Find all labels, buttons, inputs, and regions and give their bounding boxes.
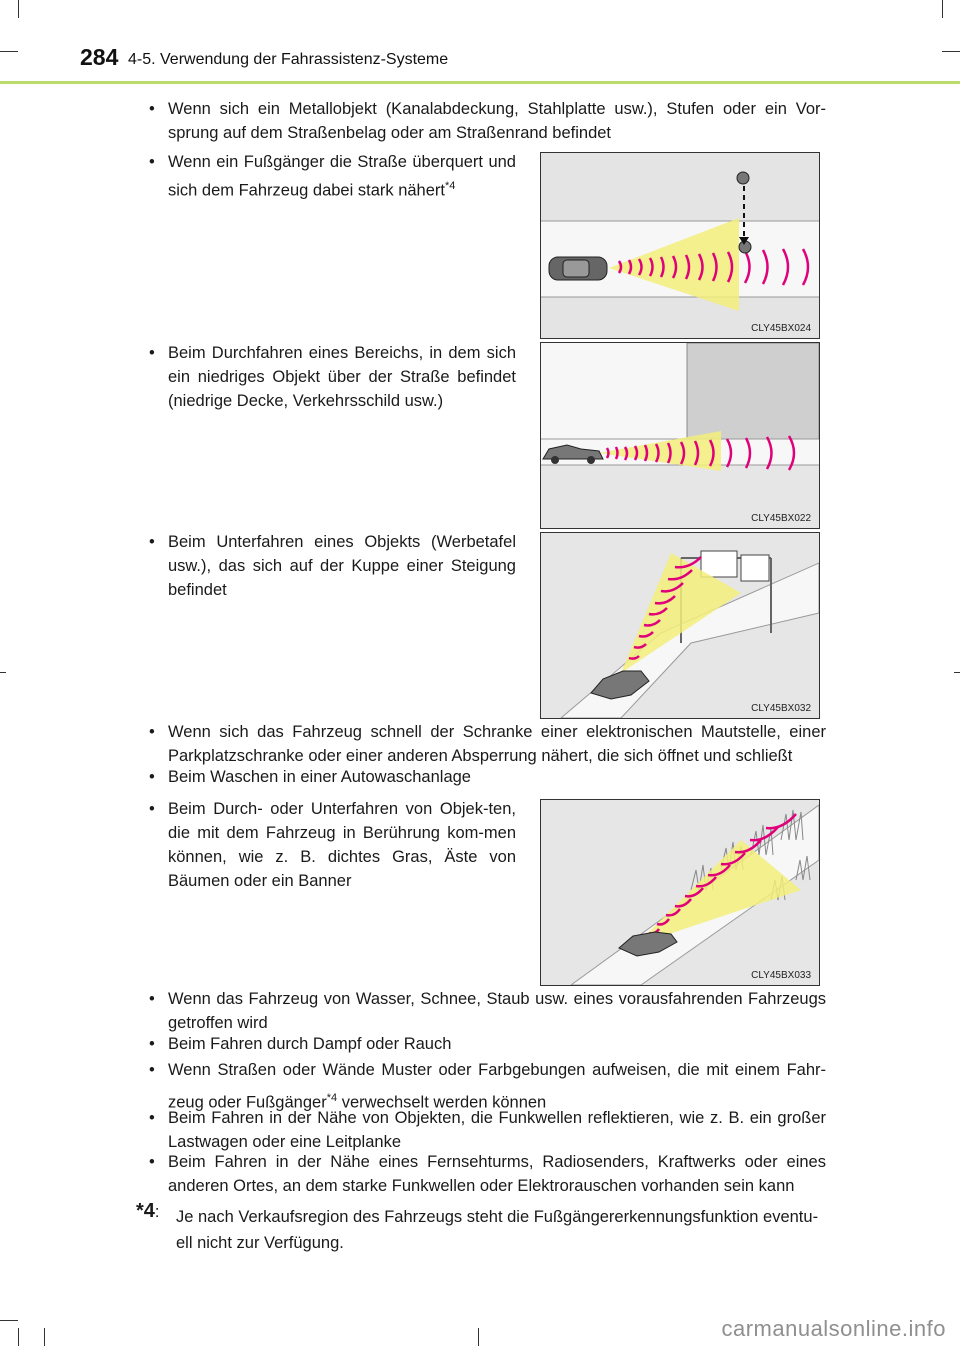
crop-mark [18,1328,19,1346]
list-item [149,97,826,145]
bullet-dot: • [149,723,155,741]
figure-code: CLY45BX024 [751,323,811,334]
bullet-dot: • [149,100,155,118]
crop-mark [954,672,960,673]
figure-billboard-slope [540,532,820,719]
illustration [541,153,819,338]
illustration [541,343,819,528]
bullet-dot: • [149,768,155,786]
footnote-ref: *4 [326,1092,338,1104]
list-item [149,341,516,413]
footnote-marker: *4 [136,1200,155,1222]
footnote-ref: *4 [444,180,456,192]
bullet-dot: • [149,1035,155,1053]
crop-mark [942,0,943,18]
illustration [541,533,819,718]
bullet-dot: • [149,1109,155,1127]
list-item-text: Beim Durchfahren eines Bereichs, in dem sich ein niedriges Objekt über der Straße befindet (niedrige Decke, Verkehrsschild usw.) [168,344,516,410]
list-item-text: Wenn Straßen oder Wände Muster oder Farbgebungen aufweisen, die mit einem Fahr-zeug oder Fußgänger [168,1061,826,1112]
list-item [149,1106,826,1154]
list-item-text: Wenn das Fahrzeug von Wasser, Schnee, Staub usw. eines vorausfahrenden Fahrzeugs getroffen wird [168,990,826,1032]
figure-code: CLY45BX022 [751,513,811,524]
bullet-dot: • [149,344,155,362]
crop-mark [478,1328,479,1346]
footnote-text: Je nach Verkaufsregion des Fahrzeugs steht die Fußgängererkennungsfunktion eventu-ell nicht zur Verfügung. [176,1208,819,1252]
list-item [149,150,516,203]
header-divider [0,81,960,84]
figure-pedestrian-crossing [540,152,820,339]
list-item-text: Beim Fahren in der Nähe eines Fernsehturms, Radiosenders, Kraftwerks oder eines anderen Ortes, an dem starke Funkwellen oder Elektrorauschen vorhanden sein kann [168,1153,826,1195]
bullet-dot: • [149,990,155,1008]
figure-grass-branches [540,799,820,986]
list-item [149,987,826,1035]
list-item-text: Wenn sich das Fahrzeug schnell der Schranke einer elektronischen Mautstelle, einer Parkplatzschranke oder einer anderen Absperrung nähert, die sich öffnet und schließt [168,723,826,765]
list-item [149,1150,826,1198]
figure-code: CLY45BX032 [751,703,811,714]
page-header [0,44,960,84]
crop-mark [0,672,6,673]
bullet-dot: • [149,1061,155,1079]
bullet-dot: • [149,533,155,551]
list-item [149,530,516,602]
illustration [541,800,819,985]
watermark: carmanualsonline.info [721,1316,946,1341]
crop-mark [0,1320,18,1321]
list-item-text: Beim Unterfahren eines Objekts (Werbetafel usw.), das sich auf der Kuppe einer Steigung befindet [168,533,516,599]
crop-mark [44,1328,45,1346]
footnote-text-block [176,1204,826,1256]
figure-low-object [540,342,820,529]
list-item-text: Beim Waschen in einer Autowaschanlage [168,768,471,786]
bullet-dot: • [149,153,155,171]
list-item-text: Wenn ein Fußgänger die Straße überquert und sich dem Fahrzeug dabei stark nähert [168,153,516,200]
list-item-text: Wenn sich ein Metallobjekt (Kanalabdeckung, Stahlplatte usw.), Stufen oder ein Vor-sprung auf dem Straßenbelag oder am Straßenrand befindet [168,100,826,142]
bullet-dot: • [149,800,155,818]
crop-mark [18,0,19,18]
bullet-dot: • [149,1153,155,1171]
list-item [149,720,826,768]
list-item-text: Beim Fahren in der Nähe von Objekten, die Funkwellen reflektieren, wie z. B. ein großer Lastwagen oder eine Leitplanke [168,1109,826,1151]
page-number: 284 [80,44,119,70]
section-title: 4-5. Verwendung der Fahrassistenz-Systeme [128,51,449,68]
list-item [149,1032,826,1056]
list-item [149,797,516,893]
figure-code: CLY45BX033 [751,970,811,981]
list-item-text: Beim Durch- oder Unterfahren von Objek-ten, die mit dem Fahrzeug in Berührung kom-men können, wie z. B. dichtes Gras, Äste von Bäumen oder ein Banner [168,800,516,890]
footnote-colon: : [154,1203,160,1221]
list-item-text-cont: verwechselt werden können [341,1093,547,1112]
list-item-text: Beim Fahren durch Dampf oder Rauch [168,1035,452,1053]
list-item [149,765,826,789]
